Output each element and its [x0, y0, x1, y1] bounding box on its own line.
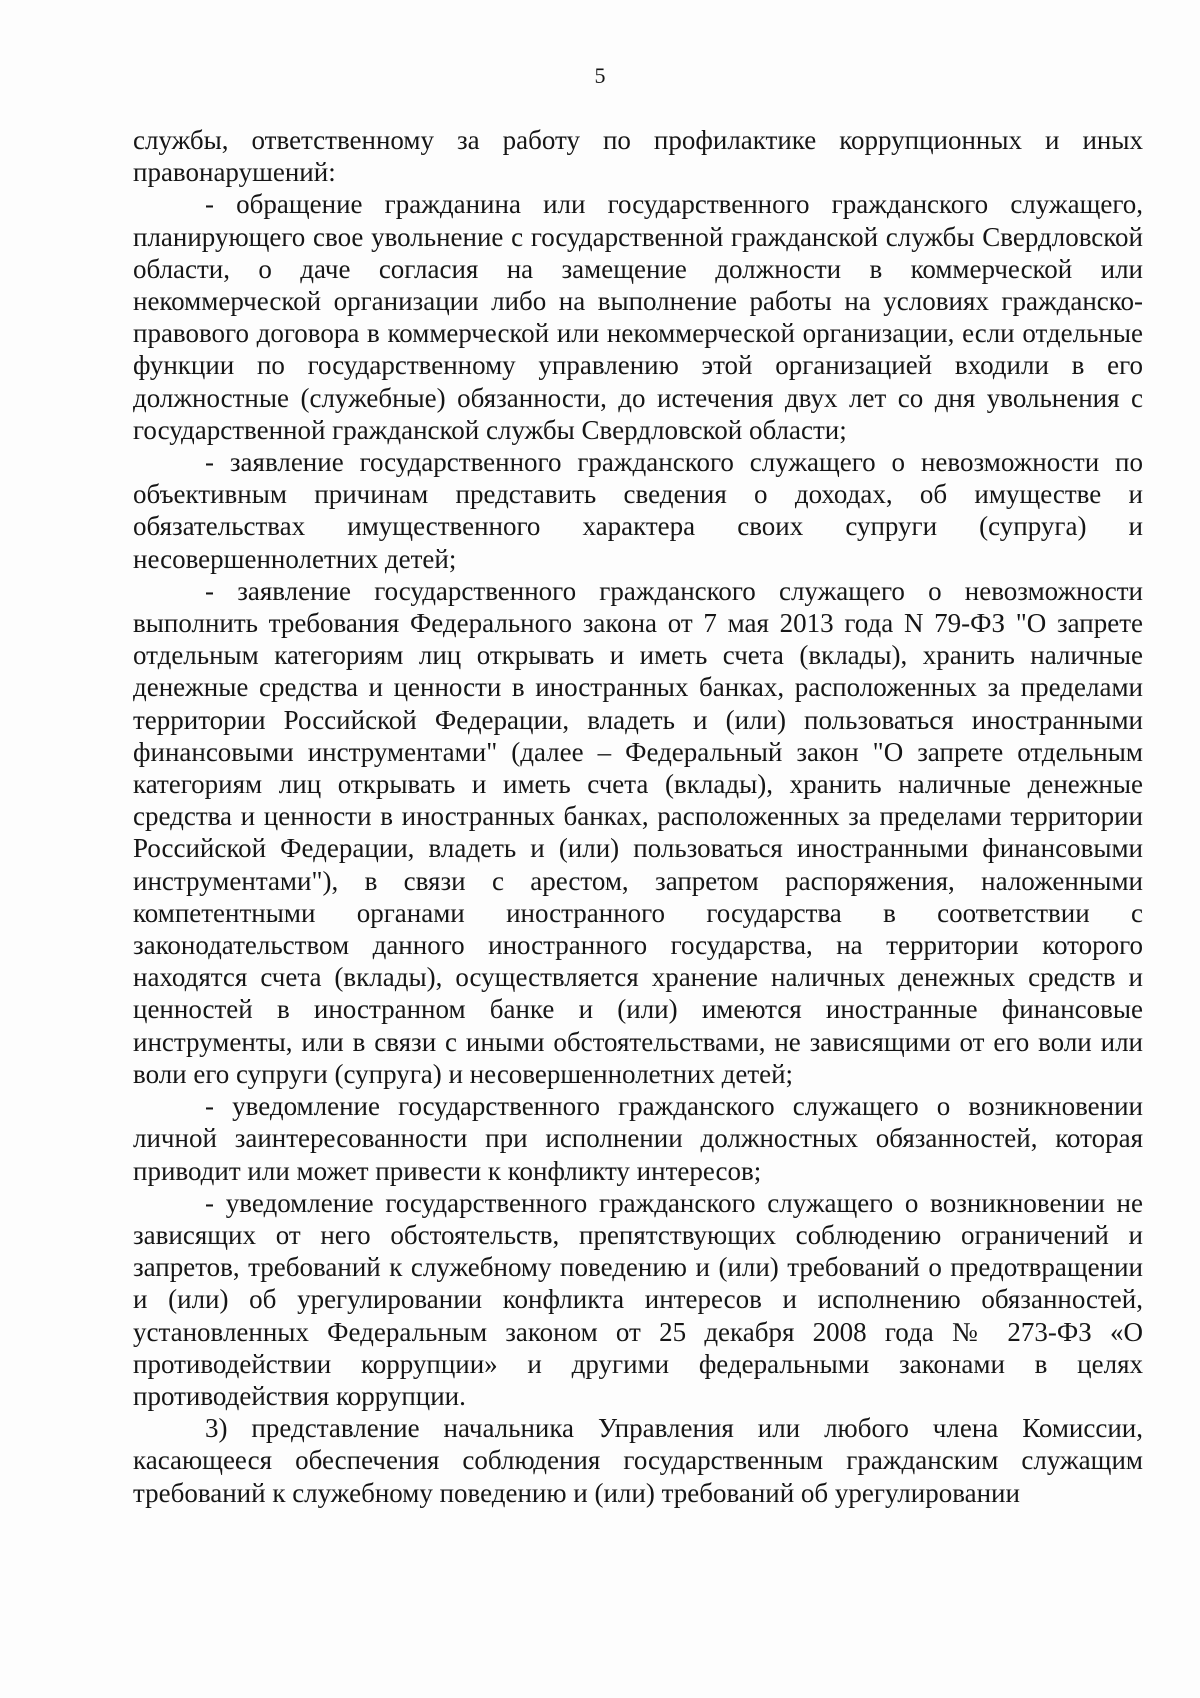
list-item-personal-interest: - уведомление государственного гражданского служащего о возникновении личной заинтересованности при исполнении должностных обязанностей, которая приводит или может привести к конфликту интересов;	[133, 1091, 1143, 1186]
list-item-foreign-banks: - заявление государственного гражданского служащего о невозможности выполнить требования Федерального закона от 7 мая 2013 года N 79-ФЗ "О запрете отдельным категориям лиц открывать и иметь счета (вклады), хранить наличные денежные средства и ценности в иностранных банках, расположенных за пределами территории Российской Федерации, владеть и (или) пользоваться иностранными финансовыми инструментами" (далее – Федеральный закон "О запрете отдельным категориям лиц открывать и иметь счета (вклады), хранить наличные денежные средства и ценности в иностранных банках, расположенных за пределами территории Российской Федерации, владеть и (или) пользоваться иностранными финансовыми инструментами"), в связи с арестом, запретом распоряжения, наложенными компетентными органами иностранного государства в соответствии с законодательством данного иностранного государства, на территории которого находятся счета (вклады), осуществляется хранение наличных денежных средств и ценностей в иностранном банке и (или) имеются иностранные финансовые инструменты, или в связи с иными обстоятельствами, не зависящими от его воли или воли его супруги (супруга) и несовершеннолетних детей;	[133, 575, 1143, 1089]
list-item-income-statement: - заявление государственного гражданского служащего о невозможности по объективным причинам представить сведения о доходах, об имуществе и обязательствах имущественного характера своих супруги (супруга) и несовершеннолетних детей;	[133, 447, 1143, 574]
list-item-appeal: - обращение гражданина или государственного гражданского служащего, планирующего свое увольнение с государственной гражданской службы Свердловской области, о даче согласия на замещение должности в коммерческой или некоммерческой организации либо на выполнение работы на условиях гражданско-правового договора в коммерческой или некоммерческой организации, если отдельные функции по государственному управлению этой организацией входили в его должностные (служебные) обязанности, до истечения двух лет со дня увольнения с государственной гражданской службы Свердловской области;	[133, 189, 1143, 445]
document-body	[133, 124, 1143, 1509]
paragraph-item-3: 3) представление начальника Управления или любого члена Комиссии, касающееся обеспечения соблюдения государственным гражданским служащим требований к служебному поведению и (или) требований об урегулировании	[133, 1413, 1143, 1508]
page-number: 5	[594, 63, 606, 88]
list-item-circumstances: - уведомление государственного гражданского служащего о возникновении не зависящих от него обстоятельств, препятствующих соблюдению ограничений и запретов, требований к служебному поведению и (или) требований о предотвращении и (или) об урегулировании конфликта интересов и исполнению обязанностей, установленных Федеральным законом от 25 декабря 2008 года № 273-ФЗ «О противодействии коррупции» и другими федеральными законами в целях противодействия коррупции.	[133, 1187, 1143, 1411]
paragraph-continuation: службы, ответственному за работу по профилактике коррупционных и иных правонарушений:	[133, 125, 1143, 188]
